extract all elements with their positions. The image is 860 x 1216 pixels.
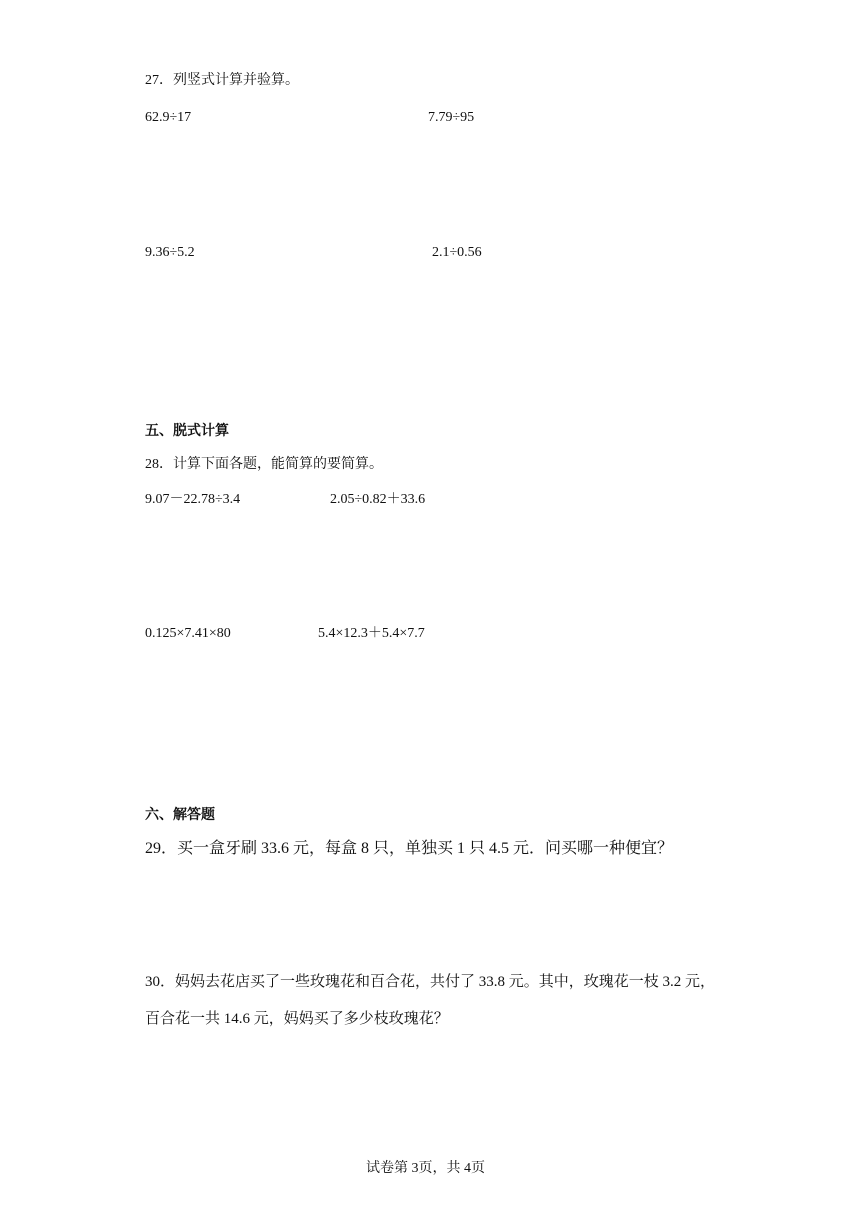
q28-item-1: 9.07－22.78÷3.4 (145, 492, 241, 507)
q27-item-4: 2.1÷0.56 (432, 245, 482, 260)
question-29-text: 29．买一盒牙刷 33.6 元，每盒 8 只，单独买 1 只 4.5 元．问买哪一种便宜？ (145, 840, 674, 857)
q27-item-3: 9.36÷5.2 (145, 245, 195, 260)
question-28-title: 28．计算下面各题，能简算的要简算。 (145, 457, 383, 472)
section-5-heading: 五、脱式计算 (145, 423, 229, 439)
question-27-title: 27．列竖式计算并验算。 (145, 73, 299, 88)
q27-item-2: 7.79÷95 (428, 110, 475, 125)
page-footer: 试卷第 3页，共 4页 (366, 1161, 485, 1176)
question-30-line-1: 30．妈妈去花店买了一些玫瑰花和百合花，共付了 33.8 元。其中，玫瑰花一枝 3.2 元， (145, 974, 716, 990)
q28-item-4: 5.4×12.3＋5.4×7.7 (318, 626, 425, 641)
q28-item-2: 2.05÷0.82＋33.6 (330, 492, 426, 507)
q27-item-1: 62.9÷17 (145, 110, 192, 125)
section-6-heading: 六、解答题 (145, 807, 215, 823)
q28-item-3: 0.125×7.41×80 (145, 626, 231, 641)
question-30-line-2: 百合花一共 14.6 元，妈妈买了多少枝玫瑰花？ (145, 1011, 449, 1027)
